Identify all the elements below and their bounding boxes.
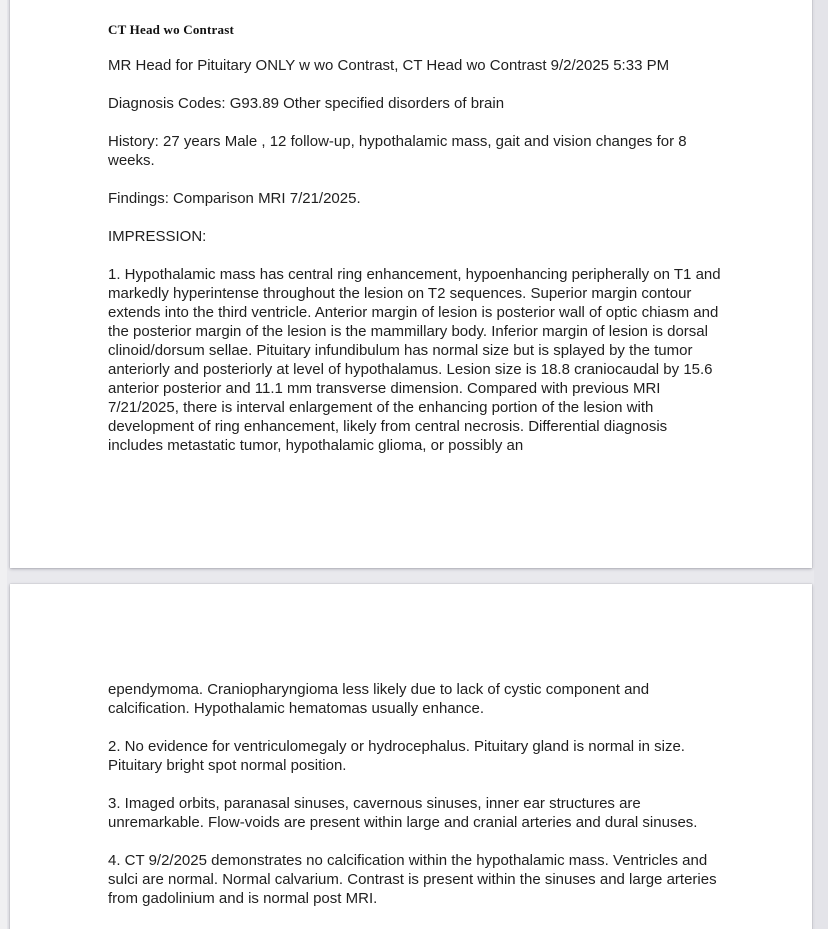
diagnosis-codes-line: Diagnosis Codes: G93.89 Other specified disorders of brain — [108, 95, 505, 112]
report-page-1 — [10, 0, 812, 568]
exam-header-line: MR Head for Pituitary ONLY w wo Contrast, CT Head wo Contrast 9/2/2025 5:33 PM — [108, 57, 670, 74]
history-line: History: 27 years Male , 12 follow-up, hypothalamic mass, gait and vision changes for 8 weeks. — [108, 133, 687, 169]
impression-item-4: 4. CT 9/2/2025 demonstrates no calcification within the hypothalamic mass. Ventricles and sulci are normal. Normal calvarium. Contrast is present within the sinuses and large arteries from gadolinium and is normal post MRI. — [108, 852, 717, 907]
findings-line: Findings: Comparison MRI 7/21/2025. — [108, 190, 361, 207]
impression-heading: IMPRESSION: — [108, 228, 207, 245]
impression-item-2: 2. No evidence for ventriculomegaly or hydrocephalus. Pituitary gland is normal in size. Pituitary bright spot normal position. — [108, 738, 685, 774]
impression-item-1-part-1: 1. Hypothalamic mass has central ring enhancement, hypoenhancing peripherally on T1 and markedly hyperintense throughout the lesion on T2 sequences. Superior margin contour extends into the third ventricle. Anterior margin of lesion is posterior wall of optic chiasm and the posterior margin of the lesion is the mammillary body. Inferior margin of lesion is dorsal clinoid/dorsum sellae. Pituitary infundibulum has normal size but is splayed by the tumor anteriorly and posteriorly at level of hypothalamus. Lesion size is 18.8 craniocaudal by 15.6 anterior posterior and 11.1 mm transverse dimension. Compared with previous MRI 7/21/2025, there is interval enlargement of the enhancing portion of the lesion with development of ring enhancement, likely from central necrosis. Differential diagnosis includes metastatic tumor, hypothalamic glioma, or possibly an — [108, 266, 721, 454]
report-section-title: CT Head wo Contrast — [108, 22, 234, 37]
impression-item-3: 3. Imaged orbits, paranasal sinuses, cavernous sinuses, inner ear structures are unremarkable. Flow-voids are present within large and cranial arteries and dural sinuses. — [108, 795, 698, 831]
impression-item-1-part-2: ependymoma. Craniopharyngioma less likely due to lack of cystic component and calcification. Hypothalamic hematomas usually enhance. — [108, 681, 650, 717]
report-page-2 — [10, 584, 812, 929]
